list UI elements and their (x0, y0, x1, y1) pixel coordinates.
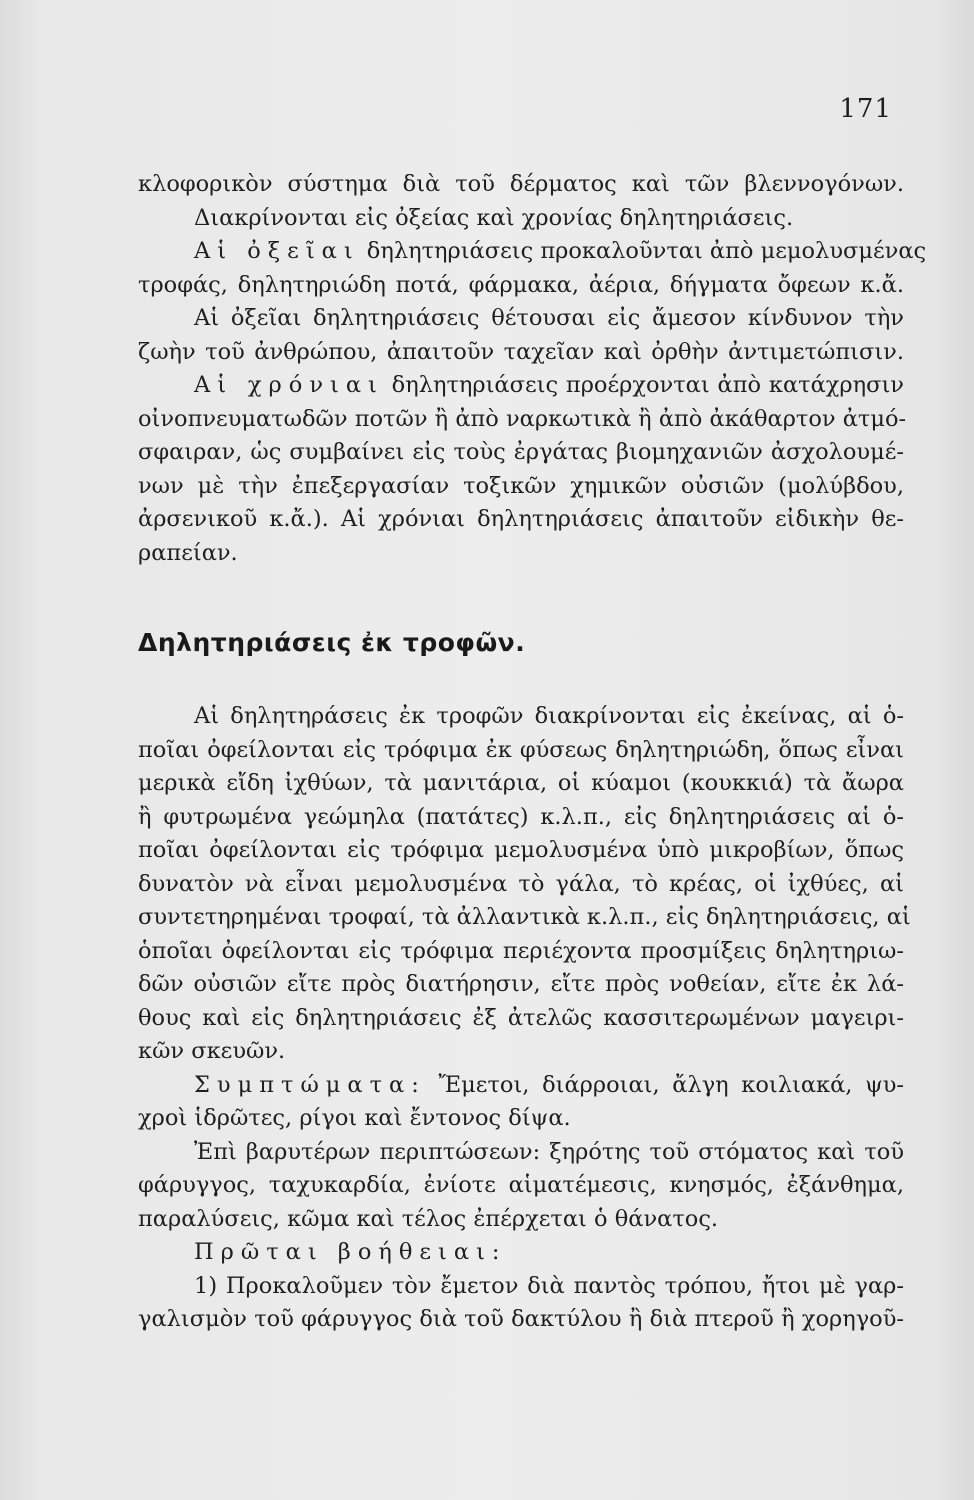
text-line (138, 369, 904, 403)
text-line: Αἱ ὀξεῖαι δηλητηριάσεις θέτουσαι εἰς ἄμεσον κίνδυνον τὴν (194, 305, 904, 331)
text-line: συντετηρημέναι τροφαί, τὰ ἀλλαντικὰ κ.λ.π., εἰς δηλητηριάσεις, αἱ (138, 904, 911, 930)
text-line: μερικὰ εἴδη ἰχθύων, τὰ μανιτάρια, οἱ κύαμοι (κουκκιά) τὰ ἄωρα (138, 770, 904, 796)
text-line: ἀρσενικοῦ κ.ἄ.). Αἱ χρόνιαι δηλητηριάσεις ἀπαιτοῦν εἰδικὴν θε- (138, 506, 904, 532)
text-line: ἢ φυτρωμένα γεώμηλα (πατάτες) κ.λ.π., εἰς δηλητηριάσεις αἱ ὁ- (138, 803, 904, 830)
spaced-term: Αἱ χρόνιαι (194, 372, 384, 398)
text-line (138, 235, 927, 269)
text-line: φάρυγγος, ταχυκαρδία, ἐνίοτε αἱματέμεσις, κνησμός, ἐξάνθημα, (138, 1172, 904, 1198)
text-fragment: δηλητηριάσεις προκαλοῦνται ἀπὸ μεμολυσμένας (359, 238, 927, 264)
text-line: νων μὲ τὴν ἐπεξεργασίαν τοξικῶν χημικῶν οὐσιῶν (μολύβδου, (138, 472, 904, 499)
text-line: δῶν οὐσιῶν εἴτε πρὸς διατήρησιν, εἴτε πρὸς νοθείαν, εἴτε ἐκ λά- (138, 971, 904, 997)
text-line: ραπείαν. (138, 539, 238, 566)
text-line: παραλύσεις, κῶμα καὶ τέλος ἐπέρχεται ὁ θάνατος. (138, 1205, 719, 1232)
text-line: οἰνοπνευματωδῶν ποτῶν ἢ ἀπὸ ναρκωτικὰ ἢ ἀπὸ ἀκάθαρτον ἀτμό- (138, 405, 907, 432)
text-line (138, 1069, 904, 1103)
text-line: ὁποῖαι ὀφείλονται εἰς τρόφιμα περιέχοντα προσμίξεις δηλητηριω- (138, 937, 904, 964)
text-line: σφαιραν, ὡς συμβαίνει εἰς τοὺς ἐργάτας βιομηχανιῶν ἀσχολουμέ- (138, 439, 904, 465)
text-line: 1) Προκαλοῦμεν τὸν ἔμετον διὰ παντὸς τρόπου, ἤτοι μὲ γαρ- (194, 1272, 904, 1299)
text-fragment: Ἔμετοι, διάρροιαι, ἄλγη κοιλιακά, ψυ- (425, 1071, 904, 1098)
section-heading: Δηλητηριάσεις ἐκ τροφῶν. (138, 628, 526, 657)
text-line: Αἱ δηλητηράσεις ἐκ τροφῶν διακρίνονται εἰς ἐκείνας, αἱ ὁ- (194, 703, 904, 729)
text-fragment: δηλητηριάσεις προέρχονται ἀπὸ κατάχρησιν (383, 372, 904, 398)
text-line: ποῖαι ὀφείλονται εἰς τρόφιμα μεμολυσμένα ὑπὸ μικροβίων, ὅπως (138, 837, 904, 863)
text-line: δυνατὸν νὰ εἶναι μεμολυσμένα τὸ γάλα, τὸ κρέας, οἱ ἰχθύες, αἱ (138, 870, 904, 897)
spaced-term: Πρῶται βοήθειαι: (194, 1239, 507, 1265)
text-line: κλοφορικὸν σύστημα διὰ τοῦ δέρματος καὶ τῶν βλεννογόνων. (138, 171, 904, 197)
text-line: γαλισμὸν τοῦ φάρυγγος διὰ τοῦ δακτύλου ἢ διὰ πτεροῦ ἢ χορηγοῦ- (138, 1306, 904, 1332)
text-line: χροὶ ἱδρῶτες, ρίγοι καὶ ἔντονος δίψα. (138, 1105, 571, 1131)
text-line: ποῖαι ὀφείλονται εἰς τρόφιμα ἐκ φύσεως δηλητηριώδη, ὅπως εἶναι (138, 736, 904, 763)
spaced-term: Συμπτώματα: (194, 1071, 426, 1098)
text-line: Διακρίνονται εἰς ὀξείας καὶ χρονίας δηλητηριάσεις. (194, 204, 794, 231)
intro-paragraphs (138, 168, 927, 570)
text-line (138, 1236, 904, 1270)
spaced-term: Αἱ ὀξεῖαι (194, 238, 360, 264)
text-line: ζωὴν τοῦ ἀνθρώπου, ἀπαιτοῦν ταχεῖαν καὶ ὀρθὴν ἀντιμετώπισιν. (138, 338, 904, 365)
text-line: κῶν σκευῶν. (138, 1038, 286, 1064)
text-line: Ἐπὶ βαρυτέρων περιπτώσεων: ξηρότης τοῦ στόματος καὶ τοῦ (194, 1138, 904, 1165)
page-number: 171 (839, 94, 892, 124)
text-line: θους καὶ εἰς δηλητηριάσεις ἐξ ἀτελῶς κασσιτερωμένων μαγειρι- (138, 1004, 904, 1031)
text-line: τροφάς, δηλητηριώδη ποτά, φάρμακα, ἀέρια, δήγματα ὄφεων κ.ἄ. (138, 271, 904, 298)
food-poisoning-paragraphs (138, 700, 911, 1337)
